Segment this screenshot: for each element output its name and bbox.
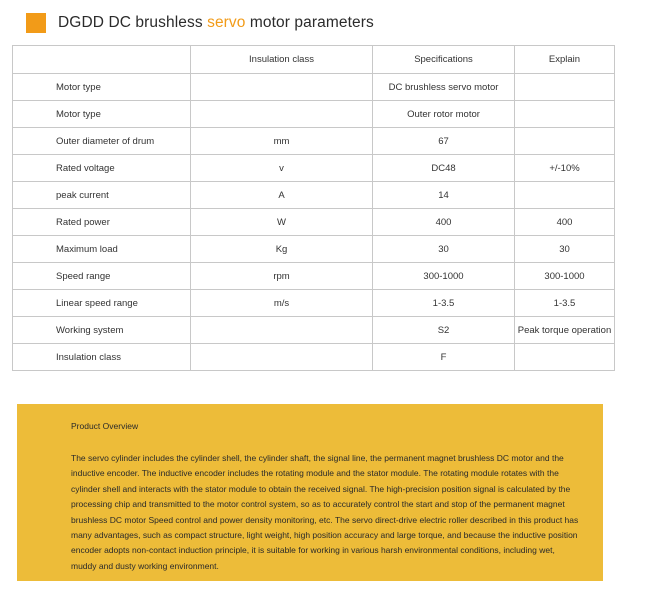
overview-text: The servo cylinder includes the cylinder shell, the cylinder shaft, the signal line, the permanent magnet brushless DC motor and the inductive encoder. The inductive encoder includes the rotating module and the stator module. The rotating module rotates with the cylinder shell and interacts with the stator module to obtain the received signal. The high-precision position signal is calculated by the processing chip and transmitted to the motor control system, so as to accurately control the start and stop of the permanent magnet brushless DC motor Speed control and power density monitoring, etc. The servo direct-drive electric roller described in this product has many advantages, such as compact structure, light weight, high position accuracy and large torque, and because the inductive position encoder adopts non-contact induction principle, it is suitable for working in various harsh environmental conditions, including wet, muddy and dusty working environment. [71, 453, 579, 571]
parameter-name: Speed range [13, 263, 191, 290]
parameter-name: Rated power [13, 209, 191, 236]
parameter-unit: Kg [191, 236, 373, 263]
parameter-unit: m/s [191, 290, 373, 317]
product-overview-panel [17, 404, 603, 581]
parameter-unit: mm [191, 128, 373, 155]
table-row [13, 182, 615, 209]
parameter-specification: Outer rotor motor [373, 101, 515, 128]
parameter-specification: 67 [373, 128, 515, 155]
parameter-specification: DC48 [373, 155, 515, 182]
title-start: DGDD DC brushless [58, 14, 208, 31]
column-header: Insulation class [191, 46, 373, 74]
parameter-explain [515, 344, 615, 371]
parameter-unit [191, 344, 373, 371]
page-header [26, 11, 374, 35]
table-row [13, 209, 615, 236]
parameter-explain: 1-3.5 [515, 290, 615, 317]
overview-title: Product Overview [71, 421, 139, 431]
parameter-name: Motor type [13, 74, 191, 101]
table-row [13, 155, 615, 182]
parameter-unit [191, 317, 373, 344]
parameter-explain [515, 74, 615, 101]
column-header [13, 46, 191, 74]
parameter-specification: 1-3.5 [373, 290, 515, 317]
parameter-specification: 30 [373, 236, 515, 263]
parameter-specification: DC brushless servo motor [373, 74, 515, 101]
parameters-table [12, 45, 615, 371]
column-header: Specifications [373, 46, 515, 74]
parameter-explain [515, 182, 615, 209]
parameter-specification: 400 [373, 209, 515, 236]
table-row [13, 74, 615, 101]
parameter-unit [191, 101, 373, 128]
parameter-explain: Peak torque operation [515, 317, 615, 344]
parameter-explain [515, 128, 615, 155]
table-row [13, 317, 615, 344]
parameter-name: Insulation class [13, 344, 191, 371]
parameter-explain: 30 [515, 236, 615, 263]
parameter-specification: 300-1000 [373, 263, 515, 290]
parameter-name: Linear speed range [13, 290, 191, 317]
table-row [13, 236, 615, 263]
parameter-unit [191, 74, 373, 101]
page-title [58, 14, 374, 32]
table-row [13, 290, 615, 317]
parameter-name: Rated voltage [13, 155, 191, 182]
title-accent-word: servo [207, 14, 246, 31]
parameter-specification: 14 [373, 182, 515, 209]
table-row [13, 101, 615, 128]
parameter-name: Maximum load [13, 236, 191, 263]
table-row [13, 344, 615, 371]
parameter-explain [515, 101, 615, 128]
parameter-explain: 300-1000 [515, 263, 615, 290]
table-header-row [13, 46, 615, 74]
parameter-explain: 400 [515, 209, 615, 236]
title-end: motor parameters [245, 14, 374, 31]
parameter-name: Motor type [13, 101, 191, 128]
parameter-specification: S2 [373, 317, 515, 344]
table-row [13, 128, 615, 155]
parameter-name: Outer diameter of drum [13, 128, 191, 155]
parameter-specification: F [373, 344, 515, 371]
orange-square-icon [26, 13, 46, 33]
parameter-unit: v [191, 155, 373, 182]
parameter-unit: W [191, 209, 373, 236]
parameter-unit: rpm [191, 263, 373, 290]
parameter-unit: A [191, 182, 373, 209]
parameter-explain: +/-10% [515, 155, 615, 182]
parameter-name: Working system [13, 317, 191, 344]
table-row [13, 263, 615, 290]
column-header: Explain [515, 46, 615, 74]
parameter-name: peak current [13, 182, 191, 209]
